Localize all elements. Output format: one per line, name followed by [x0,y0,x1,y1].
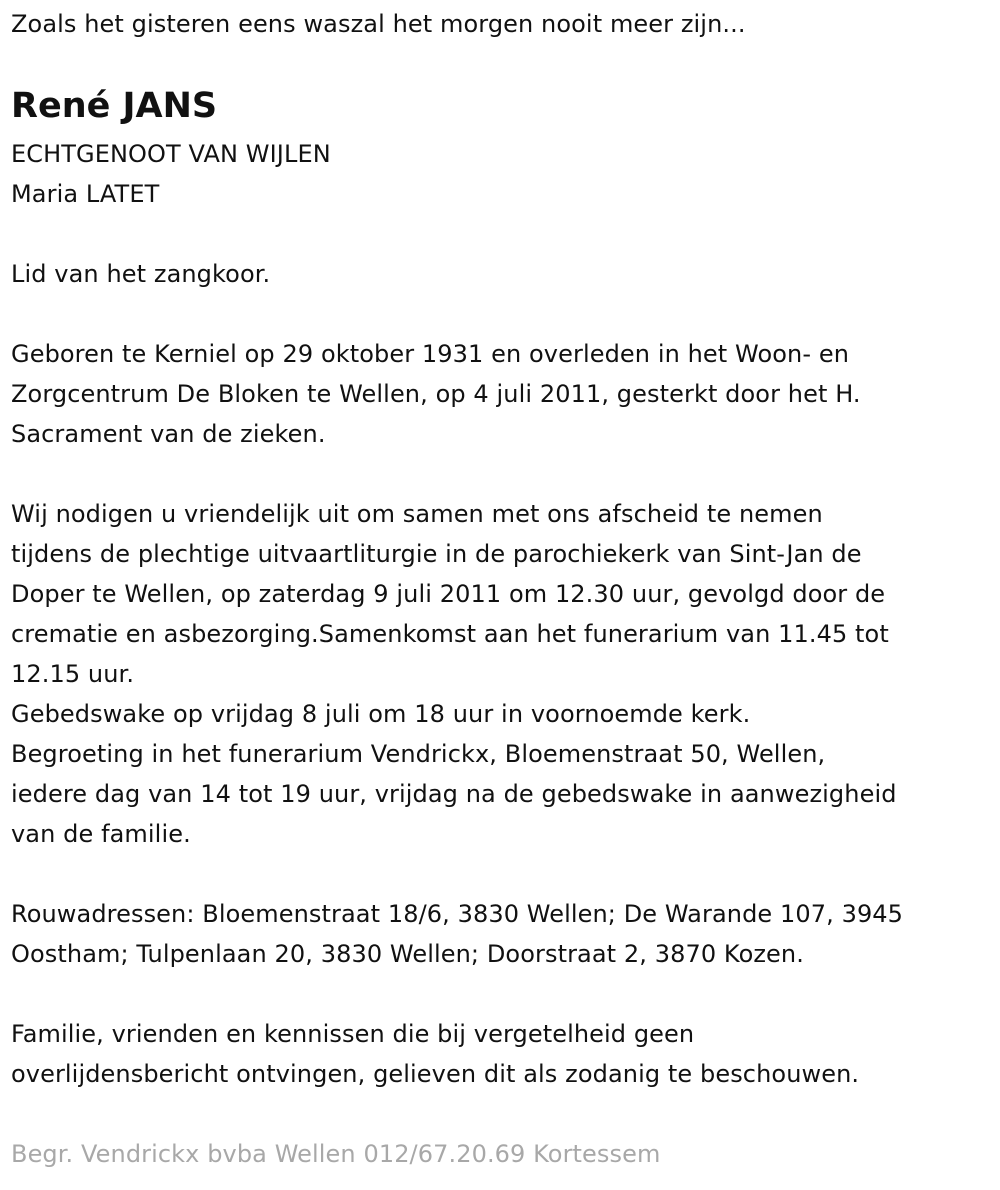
paragraph-line: Begroeting in het funerarium Vendrickx, Bloemenstraat 50, Wellen, [11,740,826,768]
relation-label: ECHTGENOOT VAN WIJLEN [11,140,331,168]
paragraph-line: Rouwadressen: Bloemenstraat 18/6, 3830 Wellen; De Warande 107, 3945 [11,900,904,928]
paragraph-line: Wij nodigen u vriendelijk uit om samen met ons afscheid te nemen [11,500,823,528]
paragraph-line: crematie en asbezorging.Samenkomst aan het funerarium van 11.45 tot [11,620,889,648]
paragraph-line: Gebedswake op vrijdag 8 juli om 18 uur in voornoemde kerk. [11,700,751,728]
paragraph-line: van de familie. [11,820,191,848]
paragraph-line: Sacrament van de zieken. [11,420,326,448]
motto-text: Zoals het gisteren eens waszal het morgen nooit meer zijn... [11,10,746,38]
invitation-paragraph [11,494,897,854]
funeral-home-credit: Begr. Vendrickx bvba Wellen 012/67.20.69 Kortessem [11,1140,661,1168]
deceased-name: René JANS [11,86,218,126]
paragraph-line: 12.15 uur. [11,660,135,688]
paragraph-line: overlijdensbericht ontvingen, gelieven dit als zodanig te beschouwen. [11,1060,860,1088]
paragraph-line: Familie, vrienden en kennissen die bij vergetelheid geen [11,1020,695,1048]
paragraph-line: iedere dag van 14 tot 19 uur, vrijdag na de gebedswake in aanwezigheid [11,780,897,808]
paragraph-line: Zorgcentrum De Bloken te Wellen, op 4 juli 2011, gesterkt door het H. [11,380,861,408]
paragraph-line: Doper te Wellen, op zaterdag 9 juli 2011 om 12.30 uur, gevolgd door de [11,580,886,608]
spouse-name: Maria LATET [11,180,160,208]
paragraph-line: Geboren te Kerniel op 29 oktober 1931 en overleden in het Woon- en [11,340,850,368]
paragraph-line: Oostham; Tulpenlaan 20, 3830 Wellen; Doorstraat 2, 3870 Kozen. [11,940,804,968]
addresses-paragraph [11,894,903,974]
membership-text: Lid van het zangkoor. [11,260,271,288]
notice-paragraph [11,1014,859,1094]
paragraph-line: tijdens de plechtige uitvaartliturgie in de parochiekerk van Sint-Jan de [11,540,862,568]
birth-death-paragraph [11,334,861,454]
